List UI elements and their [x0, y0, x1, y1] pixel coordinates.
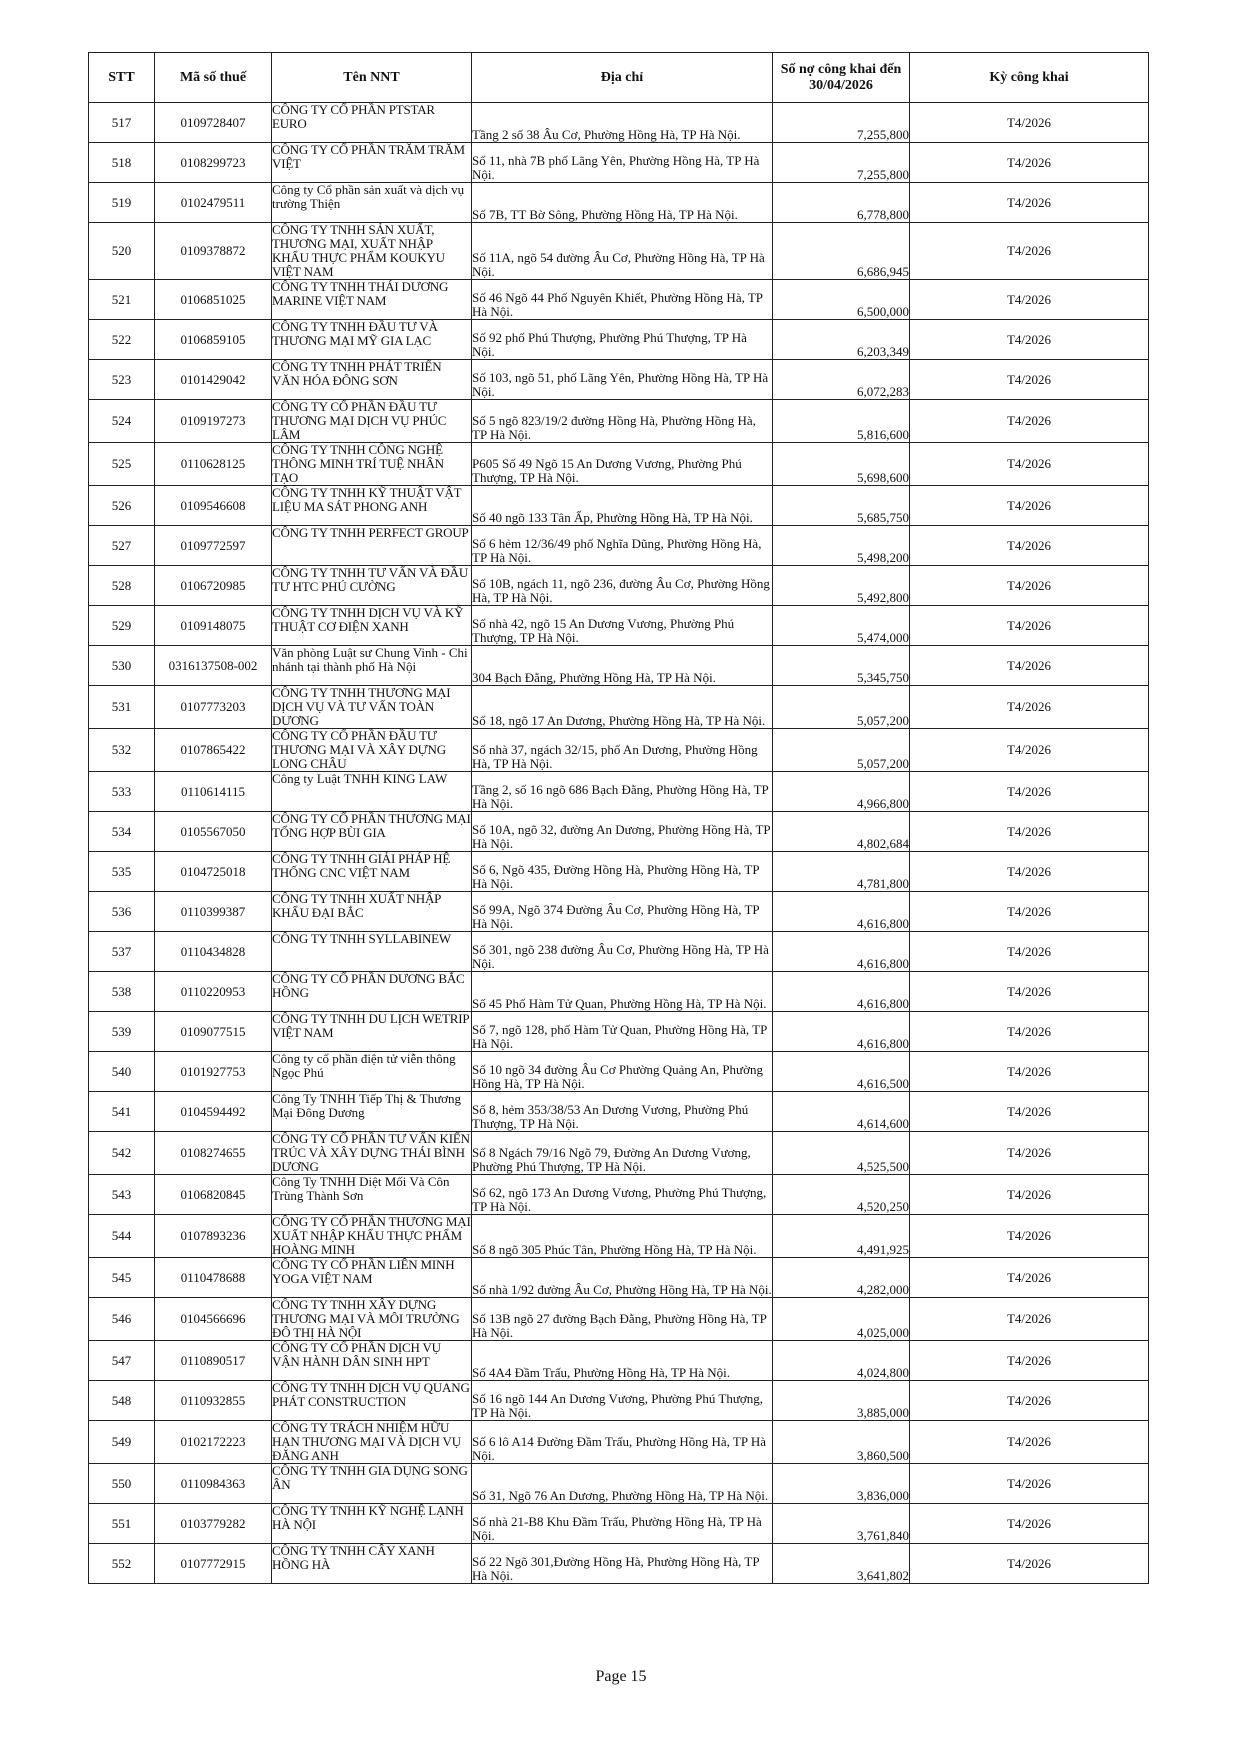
row-period: T4/2026	[910, 1175, 1149, 1215]
table-row	[89, 1012, 1149, 1052]
page-number: Page 15	[595, 1668, 647, 1685]
row-taxpayer-name: CÔNG TY CỔ PHẦN TRĂM TRĂM VIỆT	[272, 143, 472, 183]
row-tax-code: 0104725018	[155, 852, 272, 892]
table-row	[89, 1381, 1149, 1421]
row-tax-code: 0316137508-002	[155, 646, 272, 686]
row-tax-code: 0101429042	[155, 360, 272, 400]
row-address: Số 16 ngõ 144 An Dương Vương, Phường Phú Thượng, TP Hà Nội.	[472, 1381, 773, 1421]
table-row	[89, 729, 1149, 772]
row-address: Số 7B, TT Bờ Sông, Phường Hồng Hà, TP Hà Nội.	[472, 183, 773, 223]
row-taxpayer-name: CÔNG TY CỔ PHẦN THƯƠNG MẠI TỔNG HỢP BÙI GIA	[272, 812, 472, 852]
row-address: Số 5 ngõ 823/19/2 đường Hồng Hà, Phường Hồng Hà, TP Hà Nội.	[472, 400, 773, 443]
row-period: T4/2026	[910, 360, 1149, 400]
row-stt: 523	[89, 360, 155, 400]
row-tax-code: 0106720985	[155, 566, 272, 606]
row-taxpayer-name: CÔNG TY CỔ PHẦN THƯƠNG MẠI XUẤT NHẬP KHẨU THỰC PHẨM HOÀNG MINH	[272, 1214, 471, 1257]
row-address: Số 8, hẻm 353/38/53 An Dương Vương, Phường Phú Thượng, TP Hà Nội.	[472, 1092, 773, 1132]
row-taxpayer-name: CÔNG TY TNHH DỊCH VỤ QUANG PHÁT CONSTRUCTION	[272, 1381, 472, 1421]
row-taxpayer-name: CÔNG TY CỔ PHẦN ĐẦU TƯ THƯƠNG MẠI VÀ XÂY DỰNG LONG CHÂU	[272, 729, 472, 772]
row-period: T4/2026	[910, 646, 1149, 686]
row-tax-code: 0109077515	[155, 1012, 272, 1052]
row-address: Số 11, nhà 7B phố Lãng Yên, Phường Hồng Hà, TP Hà Nội.	[472, 143, 773, 183]
row-taxpayer-name: CÔNG TY TNHH SYLLABINEW	[272, 932, 472, 972]
row-address: Số 10B, ngách 11, ngõ 236, đường Âu Cơ, Phường Hồng Hà, TP Hà Nội.	[472, 566, 773, 606]
table-row	[89, 1544, 1149, 1584]
row-tax-code: 0110614115	[155, 772, 272, 812]
row-taxpayer-name: CÔNG TY TNHH GIA DỤNG SONG ÂN	[272, 1464, 472, 1504]
row-tax-code: 0105567050	[155, 812, 272, 852]
debt-table	[88, 52, 1149, 1584]
row-address: Số nhà 42, ngõ 15 An Dương Vương, Phường Phú Thượng, TP Hà Nội.	[472, 606, 773, 646]
row-address: Số 6, Ngõ 435, Đường Hồng Hà, Phường Hồng Hà, TP Hà Nội.	[472, 852, 773, 892]
row-debt-amount: 5,474,000	[773, 606, 910, 646]
row-period: T4/2026	[910, 1504, 1149, 1544]
row-address: Số 62, ngõ 173 An Dương Vương, Phường Phú Thượng, TP Hà Nội.	[472, 1175, 773, 1215]
row-period: T4/2026	[910, 1258, 1149, 1298]
row-debt-amount: 4,616,800	[773, 1012, 910, 1052]
row-period: T4/2026	[910, 566, 1149, 606]
row-stt: 524	[89, 400, 155, 443]
row-taxpayer-name: CÔNG TY TRÁCH NHIỆM HỮU HẠN THƯƠNG MẠI VÀ DỊCH VỤ ĐĂNG ANH	[272, 1421, 472, 1464]
table-row	[89, 1132, 1149, 1175]
row-address: Tầng 2, số 16 ngõ 686 Bạch Đằng, Phường Hồng Hà, TP Hà Nội.	[472, 772, 773, 812]
row-address: Số 92 phố Phú Thượng, Phường Phú Thượng, TP Hà Nội.	[472, 320, 773, 360]
row-stt: 529	[89, 606, 155, 646]
row-taxpayer-name: Văn phòng Luật sư Chung Vinh - Chi nhánh tại thành phố Hà Nội	[272, 646, 472, 686]
row-taxpayer-name: Công Ty TNHH Tiếp Thị & Thương Mại Đông Dương	[272, 1092, 472, 1132]
row-debt-amount: 6,686,945	[773, 223, 910, 280]
table-row	[89, 1052, 1149, 1092]
row-debt-amount: 4,025,000	[773, 1298, 910, 1341]
table-row	[89, 1504, 1149, 1544]
row-stt: 525	[89, 443, 155, 486]
row-address: Số 6 lô A14 Đường Đầm Trấu, Phường Hồng Hà, TP Hà Nội.	[472, 1421, 773, 1464]
row-taxpayer-name: CÔNG TY TNHH KỸ THUẬT VẬT LIỆU MA SÁT PHONG ANH	[272, 486, 472, 526]
row-taxpayer-name: CÔNG TY TNHH TƯ VẤN VÀ ĐẦU TƯ HTC PHÚ CƯỜNG	[272, 566, 472, 606]
row-tax-code: 0110220953	[155, 972, 272, 1012]
row-period: T4/2026	[910, 812, 1149, 852]
row-address: Số 13B ngõ 27 đường Bạch Đằng, Phường Hồng Hà, TP Hà Nội.	[472, 1298, 773, 1341]
row-tax-code: 0110628125	[155, 443, 272, 486]
table-row	[89, 486, 1149, 526]
table-row	[89, 852, 1149, 892]
row-tax-code: 0109378872	[155, 223, 272, 280]
row-debt-amount: 5,698,600	[773, 443, 910, 486]
row-tax-code: 0109772597	[155, 526, 272, 566]
row-debt-amount: 3,836,000	[773, 1464, 910, 1504]
row-period: T4/2026	[910, 1381, 1149, 1421]
table-row	[89, 443, 1149, 486]
row-tax-code: 0109728407	[155, 103, 272, 143]
row-period: T4/2026	[910, 183, 1149, 223]
row-stt: 522	[89, 320, 155, 360]
row-stt: 517	[89, 103, 155, 143]
row-address: Số 6 hẻm 12/36/49 phố Nghĩa Dũng, Phường Hồng Hà, TP Hà Nội.	[472, 526, 773, 566]
row-debt-amount: 4,616,800	[773, 972, 910, 1012]
row-debt-amount: 4,781,800	[773, 852, 910, 892]
row-taxpayer-name: CÔNG TY TNHH GIẢI PHÁP HỆ THỐNG CNC VIỆT NAM	[272, 852, 472, 892]
row-address: Số 46 Ngõ 44 Phố Nguyên Khiết, Phường Hồng Hà, TP Hà Nội.	[472, 280, 773, 320]
row-period: T4/2026	[910, 1544, 1149, 1584]
row-tax-code: 0102479511	[155, 183, 272, 223]
row-address: 304 Bạch Đằng, Phường Hồng Hà, TP Hà Nội.	[472, 646, 773, 686]
row-tax-code: 0106851025	[155, 280, 272, 320]
table-row	[89, 223, 1149, 280]
row-address: P605 Số 49 Ngõ 15 An Dương Vương, Phường Phú Thượng, TP Hà Nội.	[472, 443, 773, 486]
row-debt-amount: 6,203,349	[773, 320, 910, 360]
row-address: Số 301, ngõ 238 đường Âu Cơ, Phường Hồng Hà, TP Hà Nội.	[472, 932, 773, 972]
row-address: Số 31, Ngõ 76 An Dương, Phường Hồng Hà, TP Hà Nội.	[472, 1464, 773, 1504]
row-taxpayer-name: CÔNG TY TNHH DU LỊCH WETRIP VIỆT NAM	[272, 1012, 472, 1052]
row-stt: 538	[89, 972, 155, 1012]
row-period: T4/2026	[910, 1012, 1149, 1052]
row-address: Số 45 Phố Hàm Tử Quan, Phường Hồng Hà, TP Hà Nội.	[472, 972, 773, 1012]
row-period: T4/2026	[910, 892, 1149, 932]
header-taxpayer-name: Tên NNT	[272, 53, 472, 103]
row-taxpayer-name: CÔNG TY TNHH DỊCH VỤ VÀ KỸ THUẬT CƠ ĐIỆN XANH	[272, 606, 472, 646]
row-debt-amount: 6,072,283	[773, 360, 910, 400]
row-taxpayer-name: CÔNG TY TNHH PERFECT GROUP	[272, 526, 472, 566]
row-taxpayer-name: CÔNG TY TNHH CÔNG NGHỆ THÔNG MINH TRÍ TUỆ NHÂN TẠO	[272, 443, 472, 486]
row-address: Số 10A, ngõ 32, đường An Dương, Phường Hồng Hà, TP Hà Nội.	[472, 812, 773, 852]
table-row	[89, 1464, 1149, 1504]
row-taxpayer-name: CÔNG TY TNHH THÁI DƯƠNG MARINE VIỆT NAM	[272, 280, 472, 320]
row-stt: 528	[89, 566, 155, 606]
row-tax-code: 0108274655	[155, 1132, 272, 1175]
row-stt: 545	[89, 1258, 155, 1298]
row-taxpayer-name: CÔNG TY TNHH XÂY DỰNG THƯƠNG MẠI VÀ MÔI TRƯỜNG ĐÔ THỊ HÀ NỘI	[272, 1298, 472, 1341]
row-taxpayer-name: CÔNG TY CỔ PHẦN DƯƠNG BẮC HỒNG	[272, 972, 472, 1012]
row-period: T4/2026	[910, 223, 1149, 280]
table-row	[89, 932, 1149, 972]
row-stt: 534	[89, 812, 155, 852]
row-stt: 543	[89, 1175, 155, 1215]
row-debt-amount: 4,616,500	[773, 1052, 910, 1092]
row-debt-amount: 7,255,800	[773, 143, 910, 183]
table-row	[89, 400, 1149, 443]
row-debt-amount: 3,885,000	[773, 1381, 910, 1421]
row-period: T4/2026	[910, 852, 1149, 892]
table-row	[89, 103, 1149, 143]
table-row	[89, 1092, 1149, 1132]
row-stt: 542	[89, 1132, 155, 1175]
row-debt-amount: 4,614,600	[773, 1092, 910, 1132]
row-period: T4/2026	[910, 1341, 1149, 1381]
row-taxpayer-name: CÔNG TY CỔ PHẦN TƯ VẤN KIẾN TRÚC VÀ XÂY DỰNG THÁI BÌNH DƯƠNG	[272, 1131, 470, 1174]
row-debt-amount: 7,255,800	[773, 103, 910, 143]
header-row	[89, 53, 1149, 103]
row-tax-code: 0109197273	[155, 400, 272, 443]
row-tax-code: 0107772915	[155, 1544, 272, 1584]
row-debt-amount: 5,345,750	[773, 646, 910, 686]
row-period: T4/2026	[910, 1421, 1149, 1464]
row-taxpayer-name: CÔNG TY CỔ PHẦN LIÊN MINH YOGA VIỆT NAM	[272, 1258, 472, 1298]
row-address: Số 11A, ngõ 54 đường Âu Cơ, Phường Hồng Hà, TP Hà Nội.	[472, 223, 773, 280]
row-tax-code: 0103779282	[155, 1504, 272, 1544]
row-stt: 521	[89, 280, 155, 320]
row-debt-amount: 6,500,000	[773, 280, 910, 320]
row-taxpayer-name: Công ty Cổ phần sản xuất và dịch vụ trường Thiện	[272, 183, 472, 223]
row-stt: 540	[89, 1052, 155, 1092]
row-stt: 532	[89, 729, 155, 772]
table-row	[89, 646, 1149, 686]
row-period: T4/2026	[910, 103, 1149, 143]
row-tax-code: 0106859105	[155, 320, 272, 360]
row-address: Số 103, ngõ 51, phố Lãng Yên, Phường Hồng Hà, TP Hà Nội.	[472, 360, 773, 400]
row-stt: 551	[89, 1504, 155, 1544]
header-tax-code: Mã số thuế	[155, 53, 272, 103]
row-tax-code: 0106820845	[155, 1175, 272, 1215]
row-debt-amount: 4,616,800	[773, 892, 910, 932]
row-debt-amount: 5,057,200	[773, 729, 910, 772]
row-taxpayer-name: CÔNG TY TNHH XUẤT NHẬP KHẨU ĐẠI BẮC	[272, 892, 472, 932]
row-stt: 531	[89, 686, 155, 729]
table-row	[89, 1258, 1149, 1298]
table-row	[89, 526, 1149, 566]
row-debt-amount: 3,761,840	[773, 1504, 910, 1544]
row-debt-amount: 4,966,800	[773, 772, 910, 812]
table-row	[89, 686, 1149, 729]
row-stt: 518	[89, 143, 155, 183]
row-period: T4/2026	[910, 1052, 1149, 1092]
table-row	[89, 360, 1149, 400]
row-period: T4/2026	[910, 729, 1149, 772]
table-row	[89, 320, 1149, 360]
row-debt-amount: 4,525,500	[773, 1132, 910, 1175]
row-period: T4/2026	[910, 486, 1149, 526]
row-period: T4/2026	[910, 772, 1149, 812]
row-tax-code: 0109546608	[155, 486, 272, 526]
row-debt-amount: 6,778,800	[773, 183, 910, 223]
row-stt: 537	[89, 932, 155, 972]
row-stt: 549	[89, 1421, 155, 1464]
table-row	[89, 606, 1149, 646]
row-stt: 535	[89, 852, 155, 892]
table-row	[89, 1298, 1149, 1341]
row-debt-amount: 5,685,750	[773, 486, 910, 526]
row-period: T4/2026	[910, 606, 1149, 646]
row-tax-code: 0110890517	[155, 1341, 272, 1381]
row-tax-code: 0109148075	[155, 606, 272, 646]
row-taxpayer-name: CÔNG TY CỔ PHẦN DỊCH VỤ VẬN HÀNH DÂN SINH HPT	[272, 1341, 472, 1381]
row-period: T4/2026	[910, 1464, 1149, 1504]
table-row	[89, 772, 1149, 812]
row-debt-amount: 3,860,500	[773, 1421, 910, 1464]
row-stt: 533	[89, 772, 155, 812]
row-tax-code: 0110932855	[155, 1381, 272, 1421]
row-stt: 541	[89, 1092, 155, 1132]
row-stt: 519	[89, 183, 155, 223]
row-address: Số 22 Ngõ 301,Đường Hồng Hà, Phường Hồng Hà, TP Hà Nội.	[472, 1544, 773, 1584]
row-period: T4/2026	[910, 1298, 1149, 1341]
row-stt: 520	[89, 223, 155, 280]
row-stt: 550	[89, 1464, 155, 1504]
row-period: T4/2026	[910, 143, 1149, 183]
row-address: Số nhà 37, ngách 32/15, phố An Dương, Phường Hồng Hà, TP Hà Nội.	[472, 729, 773, 772]
row-address: Số 40 ngõ 133 Tân Ấp, Phường Hồng Hà, TP Hà Nội.	[472, 486, 773, 526]
row-address: Số 99A, Ngõ 374 Đường Âu Cơ, Phường Hồng Hà, TP Hà Nội.	[472, 892, 773, 932]
row-period: T4/2026	[910, 1132, 1149, 1175]
row-taxpayer-name: CÔNG TY CỔ PHẦN PTSTAR EURO	[272, 103, 472, 143]
row-taxpayer-name: CÔNG TY CỔ PHẦN ĐẦU TƯ THƯƠNG MẠI DỊCH VỤ PHÚC LÂM	[272, 400, 472, 443]
row-debt-amount: 4,024,800	[773, 1341, 910, 1381]
table-row	[89, 280, 1149, 320]
row-taxpayer-name: Công ty Luật TNHH KING LAW	[272, 772, 472, 812]
row-taxpayer-name: Công Ty TNHH Diệt Mối Và Côn Trùng Thành Sơn	[272, 1175, 472, 1215]
row-stt: 536	[89, 892, 155, 932]
row-taxpayer-name: CÔNG TY TNHH THƯƠNG MẠI DỊCH VỤ VÀ TƯ VẤN TOÀN DƯƠNG	[272, 686, 472, 729]
row-tax-code: 0107865422	[155, 729, 272, 772]
row-stt: 546	[89, 1298, 155, 1341]
row-tax-code: 0107893236	[155, 1215, 272, 1258]
row-period: T4/2026	[910, 443, 1149, 486]
row-debt-amount: 5,492,800	[773, 566, 910, 606]
row-address: Số 4A4 Đầm Trấu, Phường Hồng Hà, TP Hà Nội.	[472, 1341, 773, 1381]
row-period: T4/2026	[910, 686, 1149, 729]
row-tax-code: 0107773203	[155, 686, 272, 729]
row-period: T4/2026	[910, 400, 1149, 443]
row-address: Số 18, ngõ 17 An Dương, Phường Hồng Hà, TP Hà Nội.	[472, 686, 773, 729]
row-debt-amount: 5,498,200	[773, 526, 910, 566]
row-stt: 526	[89, 486, 155, 526]
row-debt-amount: 4,520,250	[773, 1175, 910, 1215]
row-address: Số 7, ngõ 128, phố Hàm Tử Quan, Phường Hồng Hà, TP Hà Nội.	[472, 1012, 773, 1052]
table-row	[89, 972, 1149, 1012]
row-taxpayer-name: CÔNG TY TNHH KỸ NGHỆ LẠNH HÀ NỘI	[272, 1504, 472, 1544]
header-stt: STT	[89, 53, 155, 103]
row-stt: 544	[89, 1215, 155, 1258]
row-taxpayer-name: CÔNG TY TNHH CÂY XANH HỒNG HÀ	[272, 1544, 472, 1584]
row-address: Số nhà 21-B8 Khu Đầm Trấu, Phường Hồng Hà, TP Hà Nội.	[472, 1504, 773, 1544]
header-period: Kỳ công khai	[910, 53, 1149, 103]
table-row	[89, 183, 1149, 223]
row-debt-amount: 5,057,200	[773, 686, 910, 729]
table-row	[89, 892, 1149, 932]
row-tax-code: 0102172223	[155, 1421, 272, 1464]
row-debt-amount: 5,816,600	[773, 400, 910, 443]
row-period: T4/2026	[910, 320, 1149, 360]
row-address: Số 8 ngõ 305 Phúc Tân, Phường Hồng Hà, TP Hà Nội.	[472, 1215, 773, 1258]
row-period: T4/2026	[910, 526, 1149, 566]
row-debt-amount: 4,616,800	[773, 932, 910, 972]
row-period: T4/2026	[910, 280, 1149, 320]
row-taxpayer-name: CÔNG TY TNHH SẢN XUẤT, THƯƠNG MẠI, XUẤT NHẬP KHẨU THỰC PHẨM KOUKYU VIỆT NAM	[272, 223, 472, 280]
table-row	[89, 566, 1149, 606]
row-debt-amount: 4,802,684	[773, 812, 910, 852]
row-stt: 530	[89, 646, 155, 686]
row-tax-code: 0110399387	[155, 892, 272, 932]
table-row	[89, 812, 1149, 852]
row-debt-amount: 4,282,000	[773, 1258, 910, 1298]
row-period: T4/2026	[910, 1092, 1149, 1132]
row-address: Tầng 2 số 38 Âu Cơ, Phường Hồng Hà, TP Hà Nội.	[472, 103, 773, 143]
row-stt: 547	[89, 1341, 155, 1381]
row-address: Số 8 Ngách 79/16 Ngõ 79, Đường An Dương Vương, Phường Phú Thượng, TP Hà Nội.	[472, 1132, 773, 1175]
row-debt-amount: 3,641,802	[773, 1544, 910, 1584]
header-address: Địa chỉ	[472, 53, 773, 103]
table-row	[89, 1215, 1149, 1258]
row-debt-amount: 4,491,925	[773, 1215, 910, 1258]
row-stt: 552	[89, 1544, 155, 1584]
row-tax-code: 0104566696	[155, 1298, 272, 1341]
header-debt-amount: Số nợ công khai đến 30/04/2026	[773, 53, 910, 103]
row-taxpayer-name: Công ty cổ phần điện tử viễn thông Ngọc Phú	[272, 1052, 472, 1092]
row-taxpayer-name: CÔNG TY TNHH PHÁT TRIỂN VĂN HÓA ĐÔNG SƠN	[272, 360, 472, 400]
row-period: T4/2026	[910, 972, 1149, 1012]
row-address: Số nhà 1/92 đường Âu Cơ, Phường Hồng Hà, TP Hà Nội.	[472, 1258, 773, 1298]
table-row	[89, 143, 1149, 183]
row-tax-code: 0104594492	[155, 1092, 272, 1132]
table-row	[89, 1421, 1149, 1464]
table-row	[89, 1175, 1149, 1215]
row-period: T4/2026	[910, 1215, 1149, 1258]
row-stt: 548	[89, 1381, 155, 1421]
table-row	[89, 1341, 1149, 1381]
row-stt: 539	[89, 1012, 155, 1052]
row-tax-code: 0108299723	[155, 143, 272, 183]
row-tax-code: 0110478688	[155, 1258, 272, 1298]
row-stt: 527	[89, 526, 155, 566]
row-taxpayer-name: CÔNG TY TNHH ĐẦU TƯ VÀ THƯƠNG MẠI MỸ GIA LẠC	[272, 320, 472, 360]
row-period: T4/2026	[910, 932, 1149, 972]
row-tax-code: 0110434828	[155, 932, 272, 972]
row-tax-code: 0101927753	[155, 1052, 272, 1092]
row-tax-code: 0110984363	[155, 1464, 272, 1504]
row-address: Số 10 ngõ 34 đường Âu Cơ Phường Quảng An, Phường Hồng Hà, TP Hà Nội.	[472, 1052, 773, 1092]
